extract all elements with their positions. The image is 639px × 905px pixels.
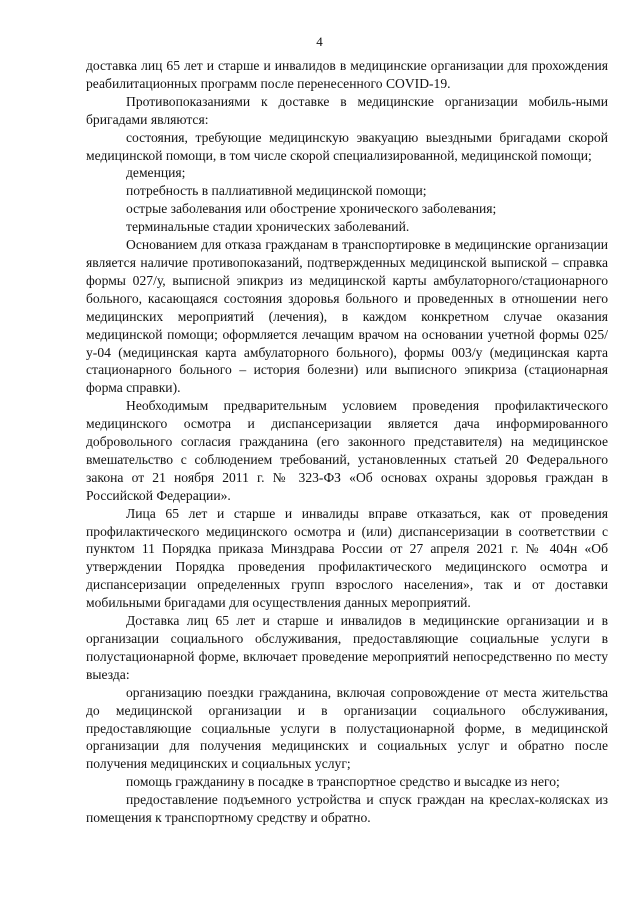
paragraph: Основанием для отказа гражданам в транспортировке в медицинские организации является наличие противопоказаний, подтвержденных медицинской выпиской – справка формы 027/у, выписной эпикриз из медицинской карты амбулаторного/стационарного больного, касающаяся состояния здоровья больного и проведенных в отношении него медицинских мероприятий (лечения), в каждом конкретном случае оказания медицинской помощи; оформляется лечащим врачом на основании учетной формы 025/у-04 (медицинская карта амбулаторного больного), формы 003/у (медицинская карта стационарного больного – история болезни) или выписного эпикриза (стационарная форма справки).	[86, 237, 608, 396]
page-number: 4	[316, 34, 323, 49]
paragraph: острые заболевания или обострение хронического заболевания;	[126, 201, 497, 217]
paragraph: Необходимым предварительным условием проведения профилактического медицинского осмотра и диспансеризации является дача информированного добровольного согласия гражданина (его законного представителя) на медицинское вмешательство с соблюдением требований, установленных статьей 20 Федерального закона от 21 ноября 2011 г. № 323-ФЗ «Об основах охраны здоровья граждан в Российской Федерации».	[86, 398, 608, 503]
paragraph: помощь гражданину в посадке в транспортное средство и высадке из него;	[126, 774, 560, 790]
paragraph: предоставление подъемного устройства и спуск граждан на креслах-колясках из помещения к транспортному средству и обратно.	[86, 792, 608, 826]
document-body	[86, 57, 608, 827]
paragraph: деменция;	[126, 165, 186, 181]
paragraph: организацию поездки гражданина, включая сопровождение от места жительства до медицинской организации и в организации социального обслуживания, предоставляющие социальные услуги в полустационарной форме, в медицинской организации для получения медицинских и социальных услуг и обратно после получения медицинских и социальных услуг;	[86, 684, 608, 772]
paragraph: потребность в паллиативной медицинской помощи;	[126, 183, 427, 199]
paragraph: доставка лиц 65 лет и старше и инвалидов в медицинские организации для прохождения реабилитационных программ после перенесенного COVID-19.	[86, 58, 608, 91]
paragraph: терминальные стадии хронических заболеваний.	[126, 219, 410, 235]
paragraph: Противопоказаниями к доставке в медицинские организации мобиль-ными бригадами являются:	[86, 93, 608, 127]
paragraph: Доставка лиц 65 лет и старше и инвалидов в медицинские организации и в организации социального обслуживания, предоставляющие социальные услуги в полустационарной форме, включает проведение мероприятий непосредственно по месту выезда:	[86, 613, 608, 682]
paragraph: Лица 65 лет и старше и инвалиды вправе отказаться, как от проведения профилактического медицинского осмотра и (или) диспансеризации в соответствии с пунктом 11 Порядка приказа Минздрава России от 27 апреля 2021 г. № 404н «Об утверждении Порядка проведения профилактического медицинского осмотра и диспансеризации определенных групп взрослого населения», так и от доставки мобильными бригадами для осуществления данных мероприятий.	[86, 505, 608, 611]
paragraph: состояния, требующие медицинскую эвакуацию выездными бригадами скорой медицинской помощи, в том числе скорой специализированной, медицинской помощи;	[86, 129, 608, 163]
